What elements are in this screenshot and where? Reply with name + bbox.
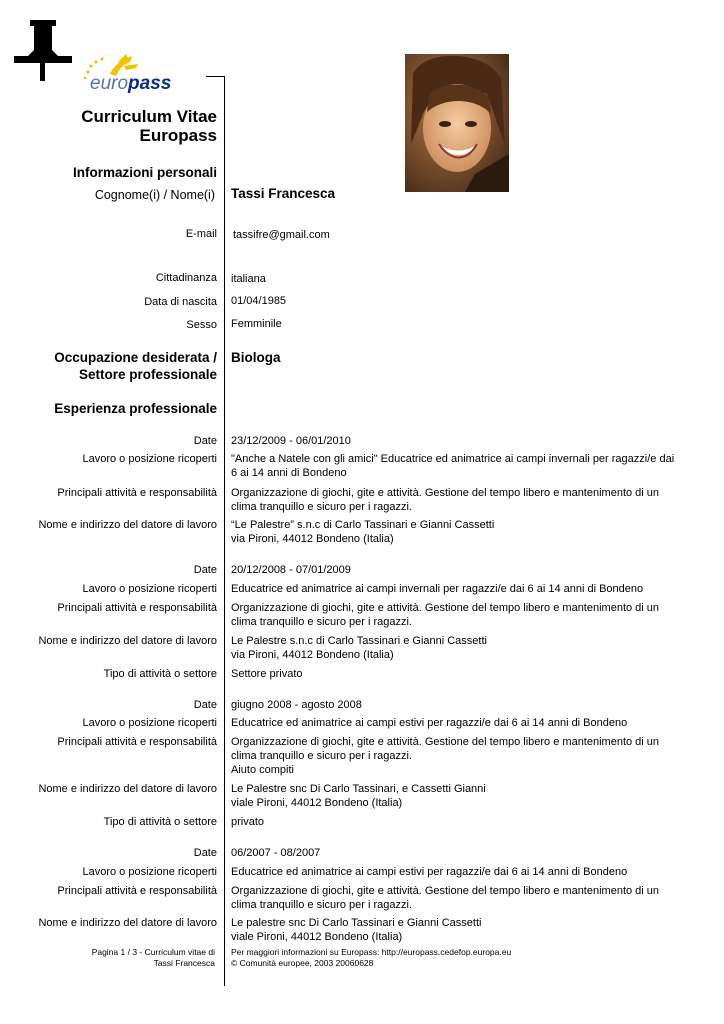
cv-title-line2: Europass [139,126,217,145]
citizenship-label: Cittadinanza [155,272,217,284]
employer-label: Nome e indirizzo del datore di lavoro [38,783,217,795]
sector-label: Tipo di attività o settore [103,816,217,828]
entry-activities [231,735,676,777]
citizenship-value: italiana [231,273,266,285]
sector-label: Tipo di attività o settore [103,668,217,680]
entry-position: Educatrice ed animatrice ai campi invernali per ragazzi/e dai 6 ai 14 anni di Bondeno [231,583,644,595]
name-value: Tassi Francesca [231,186,336,201]
cv-title [81,107,217,145]
occupation-label [54,349,217,383]
sex-value: Femminile [231,318,282,330]
footer-author: Tassi Francesca [153,958,215,968]
date-label: Date [193,847,217,859]
employer-label: Nome e indirizzo del datore di lavoro [38,635,217,647]
activities-label: Principali attività e responsabilità [57,885,217,897]
employer-name: Le Palestre s.n.c di Carlo Tassinari e Gianni Cassetti [231,635,487,647]
footer-page-number: Pagina 1 / 3 - Curriculum vitae di [91,947,215,957]
entry-activities: Organizzazione di giochi, gite e attività. Gestione del tempo libero e mantenimento di un clima tranquillo e sicuro per i ragazzi. [231,602,660,628]
section-personal-info: Informazioni personali [72,165,217,180]
entry-date: 06/2007 - 08/2007 [231,847,321,859]
date-label: Date [193,564,217,576]
employer-label: Nome e indirizzo del datore di lavoro [38,519,217,531]
activities-label: Principali attività e responsabilità [57,736,217,748]
employer-address: via Pironi, 44012 Bondeno (Italia) [231,533,394,545]
entry-date: 23/12/2009 - 06/01/2010 [231,435,351,447]
cv-title-line1: Curriculum Vitae [81,107,217,126]
pushpin-icon [12,20,74,82]
entry-activities: Organizzazione di giochi, gite e attività. Gestione del tempo libero e mantenimento di un clima tranquillo e sicuro per i ragazzi. [231,487,660,513]
employer-name: “Le Palestre” s.n.c di Carlo Tassinari e Gianni Cassetti [231,519,495,531]
occupation-label-line1: Occupazione desiderata / [54,350,217,365]
entry-employer [231,916,676,944]
profile-photo [405,54,509,192]
date-label: Date [193,435,217,447]
entry-employer [231,518,676,546]
activities-label: Principali attività e responsabilità [57,487,217,499]
entry-activities: Organizzazione di giochi, gite e attività. Gestione del tempo libero e mantenimento di un clima tranquillo e sicuro per i ragazzi. [231,885,660,911]
employer-address: via Pironi, 44012 Bondeno (Italia) [231,649,394,661]
position-label: Lavoro o posizione ricoperti [82,866,217,878]
position-label: Lavoro o posizione ricoperti [82,717,217,729]
entry-date: 20/12/2008 - 07/01/2009 [231,564,351,576]
activities-text: Organizzazione di giochi, gite e attività. Gestione del tempo libero e mantenimento di un clima tranquillo e sicuro per i ragazzi. [231,736,660,762]
entry-position: Educatrice ed animatrice ai campi estivi per ragazzi/e dai 6 ai 14 anni di Bondeno [231,866,628,878]
birthdate-value: 01/04/1985 [231,295,287,307]
entry-sector: Settore privato [231,668,303,680]
column-divider [224,76,225,986]
activities-label: Principali attività e responsabilità [57,602,217,614]
entry-employer [231,782,676,810]
birthdate-label: Data di nascita [144,296,217,308]
position-label: Lavoro o posizione ricoperti [82,583,217,595]
employer-name: Le palestre snc Di Carlo Tassinari e Gianni Cassetti [231,917,482,929]
column-divider-tick [206,76,225,77]
position-label: Lavoro o posizione ricoperti [82,453,217,465]
email-label: E-mail [185,228,217,240]
entry-position: Educatrice ed animatrice ai campi estivi per ragazzi/e dai 6 ai 14 anni di Bondeno [231,717,628,729]
occupation-value: Biologa [231,350,281,365]
logo-text-euro: euro [90,73,129,94]
activities-extra: Aiuto compiti [231,764,294,776]
employer-address: viale Pironi, 44012 Bondeno (Italia) [231,797,403,809]
occupation-label-line2: Settore professionale [78,367,217,382]
entry-date: giugno 2008 - agosto 2008 [231,699,362,711]
entry-position: "Anche a Natele con gli amici" Educatrice ed animatrice ai campi invernali per ragazzi/e dai 6 ai 14 anni di Bondeno [231,453,675,479]
email-value[interactable]: tassifre@gmail.com [233,229,330,241]
footer-copyright: © Comunità europee, 2003 20060628 [231,958,374,968]
entry-sector: privato [231,816,265,828]
employer-address: viale Pironi, 44012 Bondeno (Italia) [231,931,403,943]
footer-europass-info [231,947,511,969]
logo-wordmark [90,74,171,94]
entry-employer [231,634,676,662]
footer-europass-link[interactable]: Per maggiori informazioni su Europass: http://europass.cedefop.europa.eu [231,947,512,957]
section-experience: Esperienza professionale [54,401,217,416]
date-label: Date [193,699,217,711]
europass-logo [80,52,172,98]
employer-label: Nome e indirizzo del datore di lavoro [38,917,217,929]
footer-page-info [92,947,215,969]
name-label: Cognome(i) / Nome(i) [94,188,215,202]
logo-text-pass: pass [128,73,172,94]
sex-label: Sesso [186,319,217,331]
employer-name: Le Palestre snc Di Carlo Tassinari, e Cassetti Gianni [231,783,486,795]
